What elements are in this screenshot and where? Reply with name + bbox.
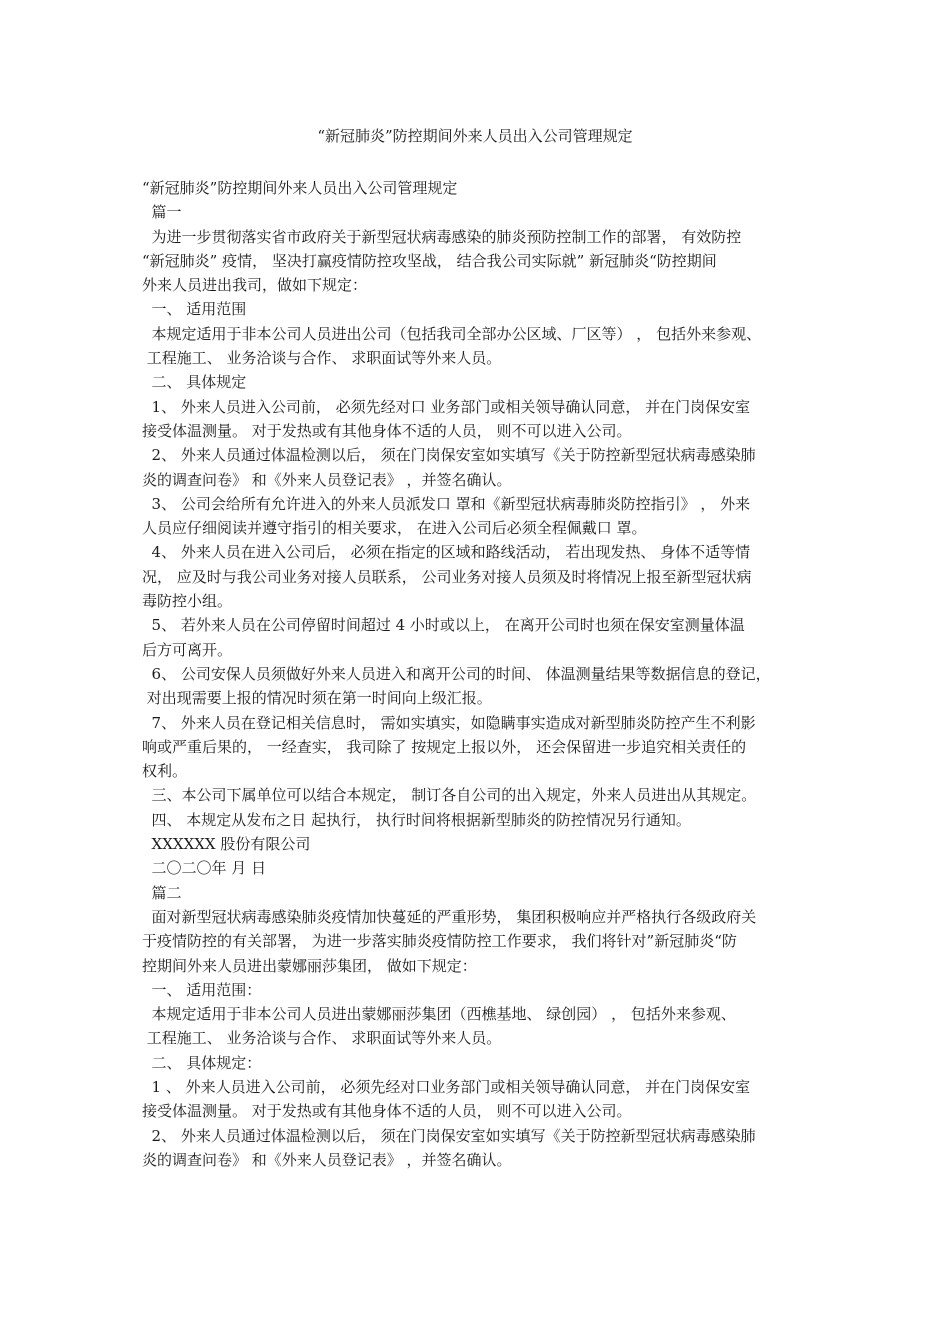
body-line: 本规定适用于非本公司人员进出蒙娜丽莎集团（西樵基地、 绿创园） ， 包括外来参观、 <box>142 1005 736 1024</box>
body-line: “新冠肺炎” 疫情， 坚决打赢疫情防控攻坚战， 结合我公司实际就” 新冠肺炎“防控期间 <box>142 251 717 270</box>
body-line: 7、 外来人员在登记相关信息时， 需如实填实，如隐瞒事实造成对新型肺炎防控产生不利影 <box>142 713 756 732</box>
body-line: 4、 外来人员在进入公司后， 必须在指定的区域和路线活动， 若出现发热、 身体不适等情 <box>142 543 751 562</box>
body-line: 对出现需要上报的情况时须在第一时间向上级汇报。 <box>142 689 492 708</box>
body-line: 外来人员进出我司，做如下规定： <box>142 276 368 295</box>
body-line: 于疫情防控的有关部署， 为进一步落实肺炎疫情防控工作要求， 我们将针对”新冠肺炎“防 <box>142 932 737 951</box>
body-line: 篇一 <box>142 203 182 222</box>
body-line: 工程施工、 业务洽谈与合作、 求职面试等外来人员。 <box>142 349 502 368</box>
body-line: 三、本公司下属单位可以结合本规定， 制订各自公司的出入规定，外来人员进出从其规定。 <box>142 786 757 805</box>
body-line: 二〇二〇年 月 日 <box>142 859 267 878</box>
body-line: 2、 外来人员通过体温检测以后， 须在门岗保安室如实填写《关于防控新型冠状病毒感染肺 <box>142 1126 756 1145</box>
body-line: 况， 应及时与我公司业务对接人员联系， 公司业务对接人员须及时将情况上报至新型冠状病 <box>142 567 752 586</box>
body-line: “新冠肺炎”防控期间外来人员出入公司管理规定 <box>142 179 458 197</box>
body-line: 二、 具体规定 <box>142 373 247 392</box>
body-line: 6、 公司安保人员须做好外来人员进入和离开公司的时间、 体温测量结果等数据信息的登记， <box>142 664 771 683</box>
body-line: 二、 具体规定： <box>142 1053 262 1072</box>
body-line: 接受体温测量。 对于发热或有其他身体不适的人员， 则不可以进入公司。 <box>142 1102 632 1121</box>
body-line: 炎的调查问卷》 和《外来人员登记表》 ，并签名确认。 <box>142 470 512 489</box>
body-line: 3、 公司会给所有允许进入的外来人员派发口 罩和《新型冠状病毒肺炎防控指引》 ， 外来 <box>142 494 751 513</box>
body-line: 面对新型冠状病毒感染肺炎疫情加快蔓延的严重形势， 集团积极响应并严格执行各级政府关 <box>142 907 757 926</box>
body-line: XXXXXX 股份有限公司 <box>142 835 311 854</box>
body-line: 接受体温测量。 对于发热或有其他身体不适的人员， 则不可以进入公司。 <box>142 421 632 440</box>
body-line: 人员应仔细阅读并遵守指引的相关要求， 在进入公司后必须全程佩戴口 罩。 <box>142 519 647 538</box>
body-line: 控期间外来人员进出蒙娜丽莎集团， 做如下规定： <box>142 956 477 975</box>
body-line: 权利。 <box>142 762 188 781</box>
body-line: 1 、 外来人员进入公司前， 必须先经对口业务部门或相关领导确认同意， 并在门岗保安室 <box>142 1077 751 1096</box>
body-line: 2、 外来人员通过体温检测以后， 须在门岗保安室如实填写《关于防控新型冠状病毒感染肺 <box>142 446 756 465</box>
body-line: 5、 若外来人员在公司停留时间超过 4 小时或以上， 在离开公司时也须在保安室测量体温 <box>142 616 745 635</box>
body-line: 为进一步贯彻落实省市政府关于新型冠状病毒感染的肺炎预防控制工作的部署， 有效防控 <box>142 227 742 246</box>
body-line: 本规定适用于非本公司人员进出公司（包括我司全部办公区域、厂区等） ， 包括外来参观、 <box>142 324 762 343</box>
body-line: 篇二 <box>142 883 182 902</box>
body-line: 后方可离开。 <box>142 640 233 659</box>
body-line: 工程施工、 业务洽谈与合作、 求职面试等外来人员。 <box>142 1029 502 1048</box>
body-line: 1、 外来人员进入公司前， 必须先经对口 业务部门或相关领导确认同意， 并在门岗保安室 <box>142 397 751 416</box>
body-line: 一、 适用范围 <box>142 300 247 319</box>
body-line: 四、 本规定从发布之日 起执行， 执行时间将根据新型肺炎的防控情况另行通知。 <box>142 810 691 829</box>
body-line: 毒防控小组。 <box>142 592 233 611</box>
document-title: “新冠肺炎”防控期间外来人员出入公司管理规定 <box>317 127 633 145</box>
document-body <box>142 176 822 1172</box>
body-line: 炎的调查问卷》 和《外来人员登记表》 ，并签名确认。 <box>142 1150 512 1169</box>
body-line: 一、 适用范围： <box>142 980 262 999</box>
body-line: 响或严重后果的， 一经查实， 我司除了 按规定上报以外， 还会保留进一步追究相关责任的 <box>142 737 747 756</box>
